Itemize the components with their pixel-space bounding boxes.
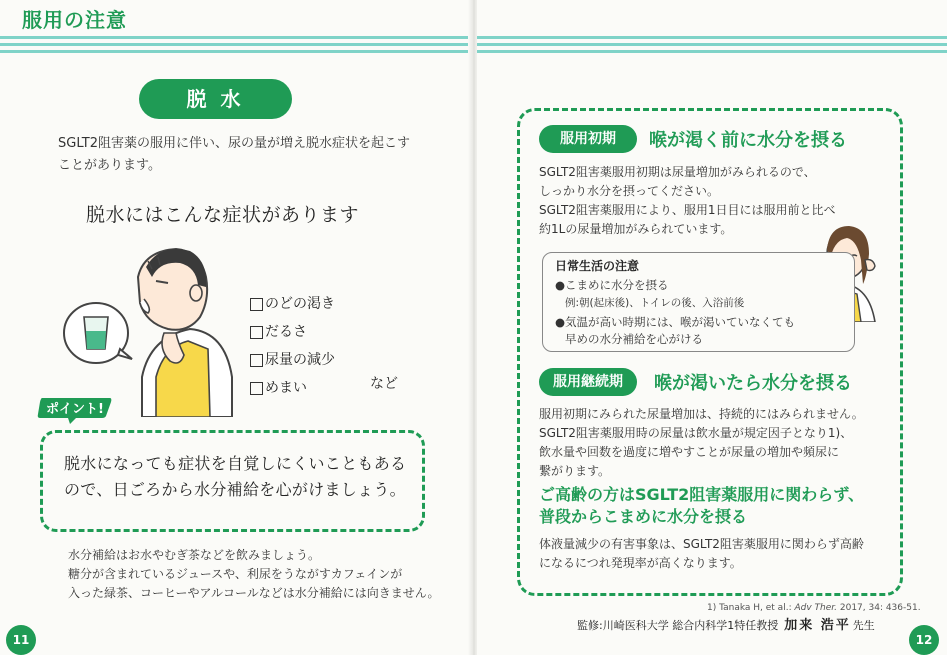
daily-life-item: ●こまめに水分を摂る	[555, 278, 669, 292]
checklist-item: めまい	[250, 374, 335, 402]
checkbox-icon	[250, 382, 263, 395]
page-number: 11	[6, 625, 36, 655]
symptoms-heading: 脱水にはこんな症状があります	[86, 204, 360, 226]
elderly-title: ご高齢の方はSGLT2阻害薬服用に関わらず、 普段からこまめに水分を摂る	[539, 485, 864, 526]
thirsty-man-illustration	[60, 237, 235, 417]
header-stripes	[477, 36, 947, 58]
checklist-item: 尿量の減少	[250, 346, 335, 374]
checkbox-icon	[250, 326, 263, 339]
reference-citation: 1) Tanaka H, et al.: Adv Ther. 2017, 34: 436-51.	[707, 603, 921, 613]
right-page	[477, 0, 947, 655]
initial-phase-title: 喉が渇く前に水分を摂る	[649, 130, 847, 151]
note-line: 入った緑茶、コーヒーやアルコールなどは水分補給には向きません。	[68, 586, 440, 600]
checkbox-icon	[250, 354, 263, 367]
initial-phase-tag: 服用初期	[539, 125, 637, 153]
note-line: 糖分が含まれているジュースや、利尿をうながすカフェインが	[68, 567, 403, 581]
hydration-note	[68, 546, 448, 603]
topic-title: 脱水	[139, 79, 292, 119]
note-line: 水分補給はお水やむぎ茶などを飲みましょう。	[68, 548, 321, 562]
point-badge	[36, 396, 114, 424]
checklist-suffix: など	[370, 376, 398, 392]
header-stripes	[0, 36, 470, 58]
continuation-phase-text: 服用初期にみられた尿量増加は、持続的にはみられません。 SGLT2阻害薬服用時の尿量は飲水量が規定因子となり1)、 飲水量や回数を過度に増やすことが尿量の増加や頻尿に 繋がります。	[539, 407, 864, 478]
symptom-checklist	[250, 290, 335, 402]
daily-life-subitem: 早めの水分補給を心がける	[565, 332, 703, 346]
continuation-phase-title: 喉が渇いたら水分を摂る	[654, 373, 852, 394]
checkbox-icon	[250, 298, 263, 311]
page-number: 12	[909, 625, 939, 655]
checklist-item: のどの渇き	[250, 290, 335, 318]
daily-life-subitem: 例:朝(起床後)、トイレの後、入浴前後	[565, 297, 745, 309]
daily-life-title: 日常生活の注意	[555, 259, 640, 273]
checklist-item: だるさ	[250, 318, 335, 346]
section-header: 服用の注意	[22, 8, 127, 32]
daily-life-item: ●気温が高い時期には、喉が渇いていなくても	[555, 315, 796, 329]
point-text: 脱水になっても症状を自覚しにくいこともあるので、日ごろから水分補給を心がけましょう。	[64, 454, 407, 499]
intro-text: SGLT2阻害薬の服用に伴い、尿の量が増え脱水症状を起こすことがあります。	[58, 136, 410, 173]
left-page	[0, 0, 470, 655]
elderly-text: 体液量減少の有害事象は、SGLT2阻害薬服用に関わらず高齢 になるにつれ発現率が高くなります。	[539, 537, 864, 570]
supervisor-credit: 監修:川崎医科大学 総合内科学1特任教授 加来 浩平 先生	[577, 618, 875, 633]
initial-phase-text: SGLT2阻害薬服用初期は尿量増加がみられるので、 しっかり水分を摂ってください。 SGLT2阻害薬服用により、服用1日目には服用前と比べ 約1Lの尿量増加がみられています。	[539, 165, 836, 236]
point-badge-label: ポイント!	[46, 402, 104, 417]
continuation-phase-tag: 服用継続期	[539, 368, 637, 396]
